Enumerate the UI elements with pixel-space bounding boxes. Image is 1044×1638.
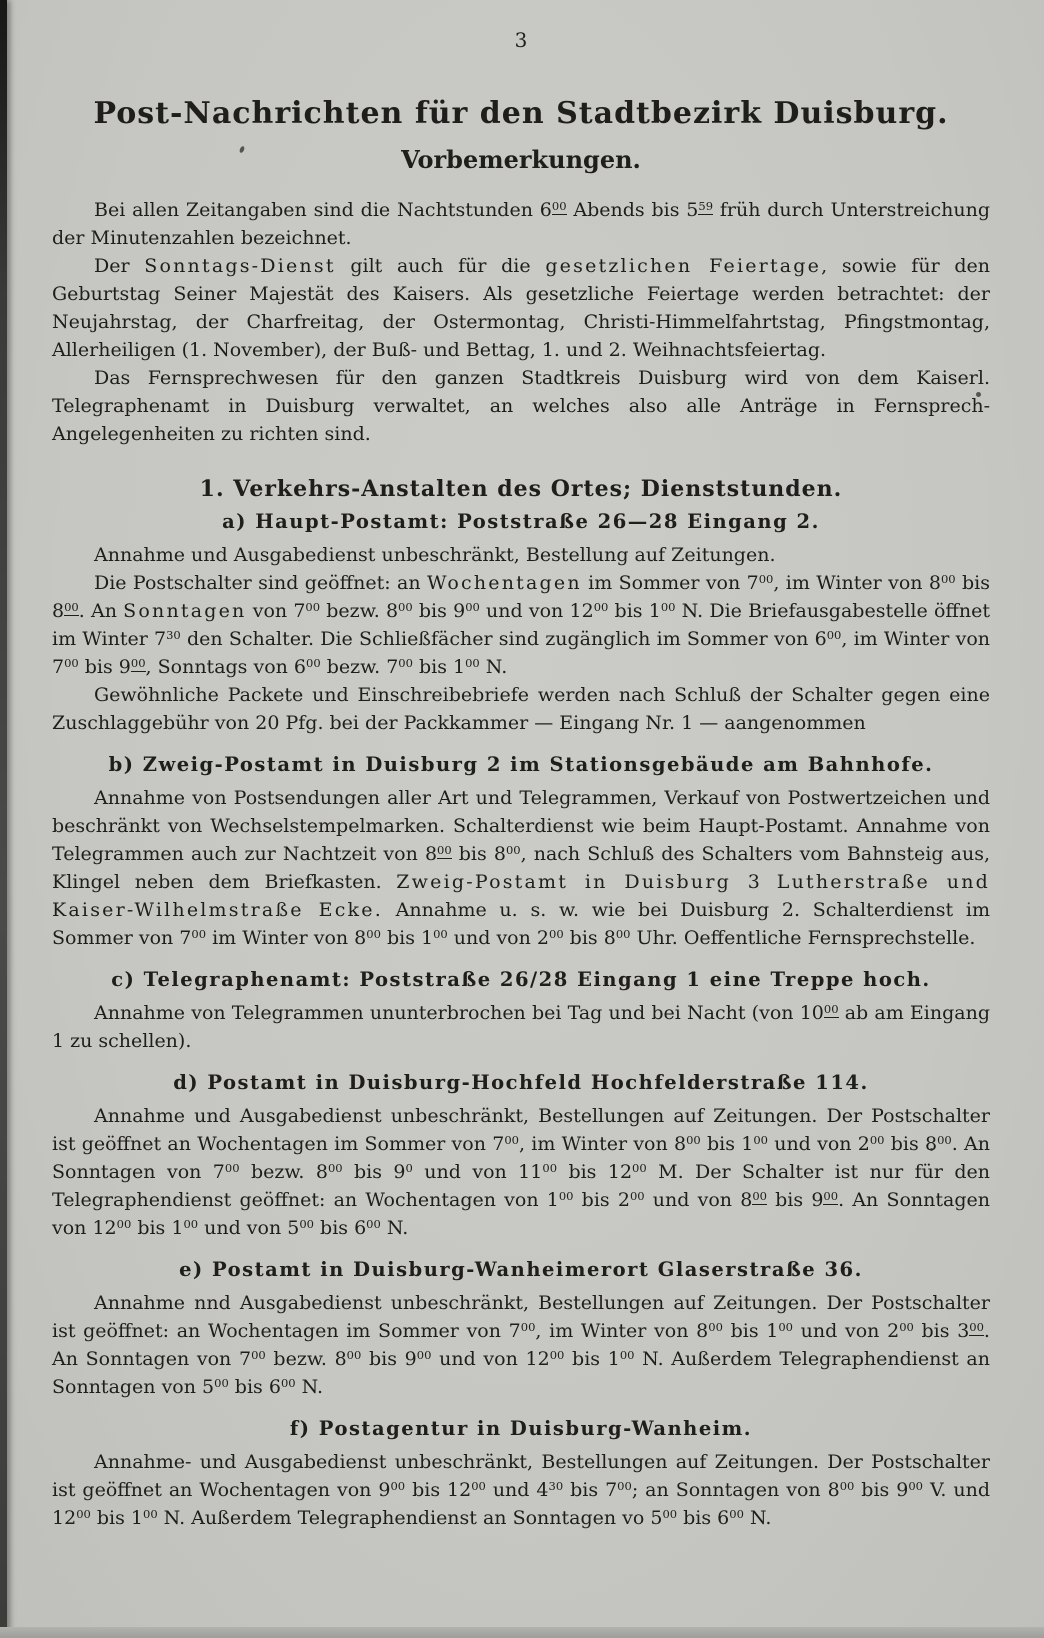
time-superscript: 00 (686, 1133, 701, 1147)
time-superscript: 00 (839, 1479, 855, 1493)
subsection-heading: c) Telegraphenamt: Poststraße 26/28 Eingang 1 eine Treppe hoch. (111, 968, 931, 991)
subsection-heading: b) Zweig-Postamt in Duisburg 2 im Stationsgebäude am Bahnhofe. (108, 753, 934, 776)
time-superscript-underlined: 00 (823, 1002, 839, 1016)
time-superscript: 00 (346, 1348, 362, 1362)
letterspaced-text: Zweig-Postamt in Duisburg 3 (396, 871, 763, 893)
time-superscript-underlined: 00 (64, 600, 79, 614)
letterspaced-text: Wochentagen (426, 572, 582, 594)
paragraph: Annahme und Ausgabedienst unbeschränkt, Bestellungen auf Zeitungen. Der Postschalter ist geöffnet an Wochentagen im Sommer von $7^{00}$, im Winter von $8^{00}$ bis $1^{00}$ und von $2^{00}$ bis $8^{00}$. An Sonntagen von $7^{00}$ bezw. $8^{00}$ bis $9^0$ und von $11^{00}$ bis $12^{00}$ M. Der Schalter ist nur für den Telegraphendienst geöffnet: an Wochentagen von $1^{00}$ bis $2^{00}$ und von $8^{00}$ bis $9^{00}$. An Sonntagen von $12^{00}$ bis $1^{00}$ und von $5^{00}$ bis $6^{00}$ N. (52, 1105, 991, 1239)
subsection-f (52, 1417, 990, 1532)
subsection-heading: d) Postamt in Duisburg-Hochfeld Hochfelderstraße 114. (173, 1071, 869, 1094)
time-superscript-underlined: 00 (823, 1189, 839, 1203)
time-superscript: 00 (306, 656, 321, 670)
time-superscript: 00 (251, 1348, 266, 1362)
time-superscript: 00 (753, 1133, 768, 1147)
paragraph: Annahme und Ausgabedienst unbeschränkt, Bestellung auf Zeitungen. (94, 544, 776, 566)
paragraph: Das Fernsprechwesen für den ganzen Stadtkreis Duisburg wird von dem Kaiserl. Telegraphenamt in Duisburg verwaltet, an welches also alle Anträge in Fernsprech-Angelegenheiten zu richten sind. (52, 367, 990, 445)
intro-section (52, 196, 990, 448)
scan-bottom-edge (0, 1627, 1044, 1638)
time-superscript: 00 (116, 1217, 132, 1231)
time-superscript: 00 (505, 843, 521, 857)
time-superscript: 0 (405, 1161, 413, 1175)
book-gutter-edge (0, 0, 7, 1638)
paragraph: Annahme von Telegrammen ununterbrochen bei Tag und bei Nacht (von $10^{00}$ ab am Eingang 1 zu schellen). (52, 1002, 990, 1052)
letterspaced-text: Sonntags-Dienst (144, 255, 336, 277)
time-superscript: 00 (520, 1320, 536, 1334)
paragraph: Gewöhnliche Packete und Einschreibebriefe werden nach Schluß der Schalter gegen eine Zuschlaggebühr von 20 Pfg. bei der Packkammer — Eingang Nr. 1 — aangenommen (52, 684, 990, 734)
letterspaced-text: Sonntagen (123, 600, 247, 622)
time-superscript: 00 (214, 1376, 229, 1390)
time-superscript: 00 (504, 1133, 519, 1147)
time-superscript: 00 (542, 1161, 558, 1175)
time-superscript: 00 (826, 628, 842, 642)
subsection-heading: e) Postamt in Duisburg-Wanheimerort Glaserstraße 36. (179, 1258, 863, 1281)
time-superscript: 00 (549, 1348, 565, 1362)
subsection-b (52, 753, 990, 952)
time-superscript: 00 (908, 1479, 923, 1493)
paragraph: Der Sonntags-Dienst gilt auch für die gesetzlichen Feiertage, sowie für den Geburtstag Seiner Majestät des Kaisers. Als gesetzliche Feiertage werden betrachtet: der Neujahrstag, der Charfreitag, der Ostermontag, Christi-Himmelfahrtstag, Pfingstmontag, Allerheiligen (1. November), der Buß- und Bettag, 1. und 2. Weihnachtsfeiertag. (52, 255, 990, 361)
time-superscript: 00 (299, 1217, 314, 1231)
time-superscript: 00 (899, 1320, 914, 1334)
letterspaced-text: Lutherstraße und Kaiser-Wilhelmstraße Ecke. (52, 871, 990, 921)
time-superscript: 00 (617, 1479, 632, 1493)
time-superscript: 00 (433, 927, 448, 941)
time-superscript-underlined: 00 (437, 843, 452, 857)
time-superscript: 00 (593, 600, 609, 614)
time-superscript-underlined: 00 (969, 1320, 984, 1334)
time-superscript: 00 (398, 600, 413, 614)
subsection-heading: f) Postagentur in Duisburg-Wanheim. (289, 1417, 753, 1440)
time-superscript: 00 (305, 600, 321, 614)
time-superscript: 00 (549, 927, 564, 941)
time-superscript: 00 (632, 1161, 647, 1175)
time-superscript: 00 (660, 600, 676, 614)
time-superscript-underlined: 59 (698, 199, 714, 213)
subsection-d (52, 1071, 990, 1242)
time-superscript-underlined: 00 (130, 656, 146, 670)
time-superscript: 00 (390, 1479, 406, 1493)
time-superscript: 00 (629, 1189, 645, 1203)
time-superscript: 00 (327, 1161, 343, 1175)
time-superscript: 00 (708, 1320, 723, 1334)
paragraph: Bei allen Zeitangaben sind die Nachtstunden $6^{00}$ Abends bis $5^{59}$ früh durch Unterstreichung der Minutenzahlen bezeichnet. (52, 199, 990, 249)
section-heading: 1. Verkehrs-Anstalten des Ortes; Dienststunden. (199, 476, 843, 502)
subsection-c (52, 968, 990, 1055)
time-superscript: 00 (940, 572, 956, 586)
time-superscript: 00 (191, 927, 207, 941)
paragraph: Annahme- und Ausgabedienst unbeschränkt, Bestellungen auf Zeitungen. Der Postschalter ist geöffnet an Wochentagen von $9^{00}$ bis $12^{00}$ und $4^{30}$ bis $7^{00}$; an Sonntagen von $8^{00}$ bis $9^{00}$ V. und $12^{00}$ bis $1^{00}$ N. Außerdem Telegraphendienst an Sonntagen vo $5^{00}$ bis $6^{00}$ N. (52, 1451, 990, 1529)
time-superscript: 00 (558, 1189, 574, 1203)
subsection-heading: a) Haupt-Postamt: Poststraße 26—28 Eingang 2. (222, 510, 820, 533)
time-superscript: 00 (869, 1133, 885, 1147)
time-superscript: 00 (662, 1507, 678, 1521)
time-superscript: 30 (548, 1479, 564, 1493)
time-superscript: 00 (280, 1376, 296, 1390)
time-superscript: 00 (758, 572, 774, 586)
time-superscript: 00 (224, 1161, 240, 1175)
time-superscript-underlined: 00 (752, 1189, 767, 1203)
time-superscript: 00 (729, 1507, 744, 1521)
time-superscript: 00 (465, 600, 480, 614)
document-title: Post-Nachrichten für den Stadtbezirk Duisburg. (93, 96, 949, 131)
time-superscript: 00 (143, 1507, 158, 1521)
time-superscript-underlined: 00 (551, 199, 567, 213)
time-superscript: 00 (471, 1479, 486, 1493)
time-superscript: 00 (619, 1348, 635, 1362)
time-superscript: 00 (778, 1320, 793, 1334)
time-superscript: 00 (366, 1217, 381, 1231)
time-superscript: 00 (937, 1133, 952, 1147)
page-number: 3 (514, 28, 528, 52)
page-content (52, 28, 990, 1532)
paragraph: Annahme nnd Ausgabedienst unbeschränkt, Bestellungen auf Zeitungen. Der Postschalter ist geöffnet: an Wochentagen im Sommer von $7^{00}$, im Winter von $8^{00}$ bis $1^{00}$ und von $2^{00}$ bis $3^{00}$. An Sonntagen von $7^{00}$ bezw. $8^{00}$ bis $9^{00}$ und von $12^{00}$ bis $1^{00}$ N. Außerdem Telegraphendienst an Sonntagen von $5^{00}$ bis $6^{00}$ N. (52, 1292, 990, 1398)
paragraph: Annahme von Postsendungen aller Art und Telegrammen, Verkauf von Postwertzeichen und beschränkt von Wechselstempelmarken. Schalterdienst wie beim Haupt-Postamt. Annahme von Telegrammen auch zur Nachtzeit von $8^{00}$ bis $8^{00}$, nach Schluß des Schalters vom Bahnsteig aus, Klingel neben dem Briefkasten. Zweig-Postamt in Duisburg 3 Lutherstraße und Kaiser-Wilhelmstraße Ecke. Annahme u. s. w. wie bei Duisburg 2. Schalterdienst im Sommer von $7^{00}$ im Winter von $8^{00}$ bis $1^{00}$ und von $2^{00}$ bis $8^{00}$ Uhr. Oeffentliche Fernsprechstelle. (52, 787, 990, 949)
time-superscript: 00 (398, 656, 413, 670)
time-superscript: 00 (64, 656, 79, 670)
letterspaced-text: gesetzlichen Feiertage (545, 255, 822, 277)
time-superscript: 00 (366, 927, 381, 941)
subsection-a (52, 510, 990, 737)
time-superscript: 00 (465, 656, 480, 670)
paragraph: Die Postschalter sind geöffnet: an Wochentagen im Sommer von $7^{00}$, im Winter von $8^{00}$ bis $8^{00}$. An Sonntagen von $7^{00}$ bezw. $8^{00}$ bis $9^{00}$ und von $12^{00}$ bis $1^{00}$ N. Die Briefausgabestelle öffnet im Winter $7^{30}$ den Schalter. Die Schließfächer sind zugänglich im Sommer von $6^{00}$, im Winter von $7^{00}$ bis $9^{00}$, Sonntags von $6^{00}$ bezw. $7^{00}$ bis $1^{00}$ N. (52, 572, 990, 678)
document-subtitle: Vorbemerkungen. (401, 145, 641, 174)
subsection-e (52, 1258, 990, 1401)
time-superscript: 00 (183, 1217, 199, 1231)
time-superscript: 00 (615, 927, 631, 941)
time-superscript: 00 (416, 1348, 432, 1362)
time-superscript: 30 (166, 628, 181, 642)
time-superscript: 00 (76, 1507, 91, 1521)
